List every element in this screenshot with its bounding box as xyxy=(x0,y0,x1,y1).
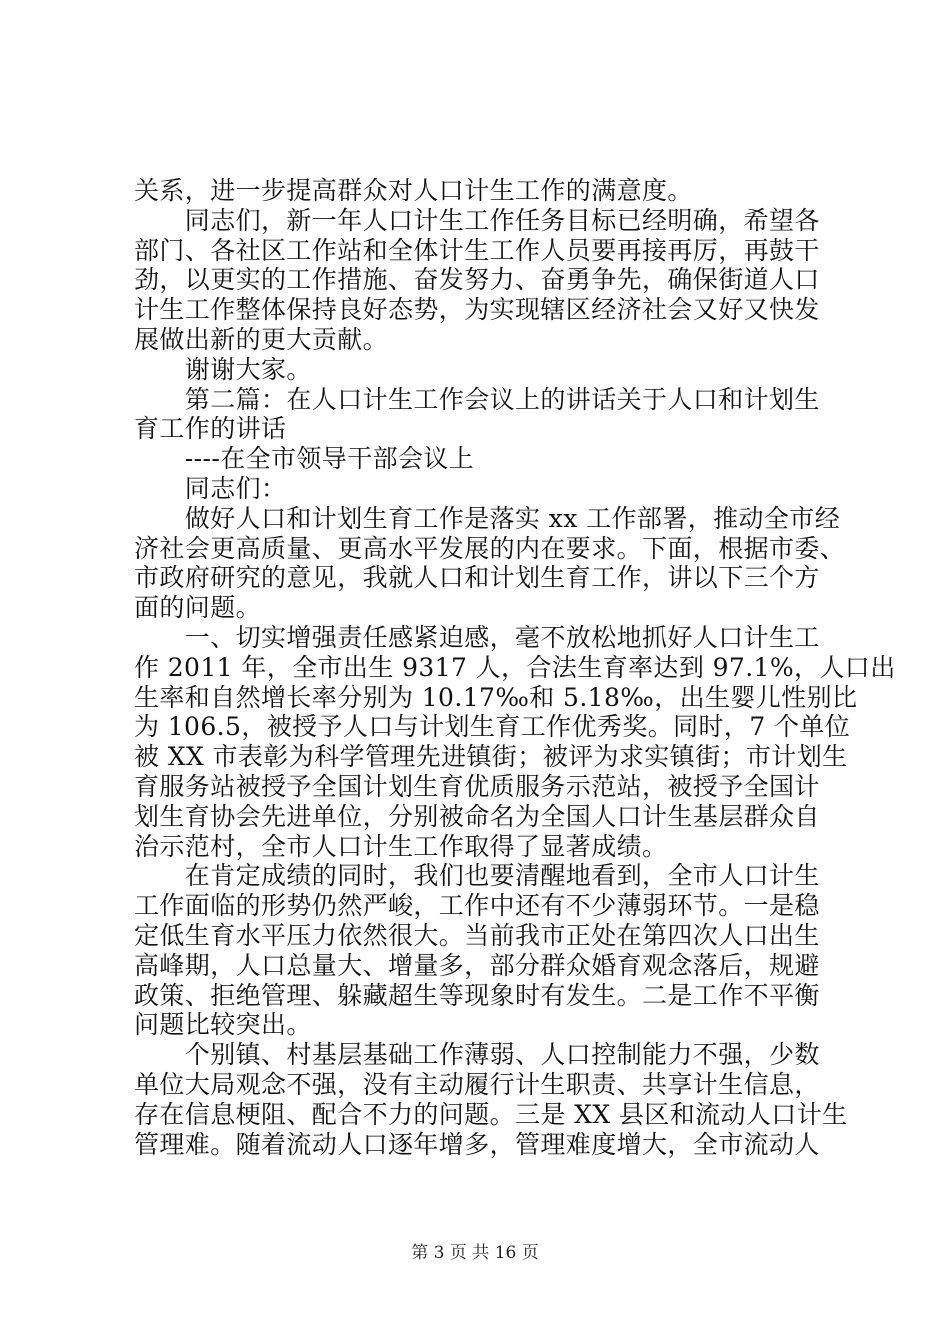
text-line: 问题比较突出。 xyxy=(134,1010,312,1039)
text-line: 济社会更高质量、更高水平发展的内在要求。下面，根据市委、 xyxy=(134,534,846,563)
section-heading-line: 育工作的讲话 xyxy=(134,414,287,443)
text-line: 一、切实增强责任感紧迫感，毫不放松地抓好人口计生工 xyxy=(134,623,820,652)
text-line: 高峰期，人口总量大、增量多，部分群众婚育观念落后，规避 xyxy=(134,951,820,980)
text-line: 谢谢大家。 xyxy=(134,355,312,384)
text-line: 被 XX 市表彰为科学管理先进镇街；被评为求实镇街；市计划生 xyxy=(134,742,848,771)
text-line: 计生工作整体保持良好态势，为实现辖区经济社会又好又快发 xyxy=(134,295,820,324)
text-line: 展做出新的更大贡献。 xyxy=(134,325,389,354)
text-line: 关系，进一步提高群众对人口计生工作的满意度。 xyxy=(134,176,693,205)
text-line: 治示范村，全市人口计生工作取得了显著成绩。 xyxy=(134,832,668,861)
text-line: 为 106.5，被授予人口与计划生育工作优秀奖。同时，7 个单位 xyxy=(134,712,851,741)
text-line: 做好人口和计划生育工作是落实 xx 工作部署，推动全市经 xyxy=(134,504,841,533)
text-line: 面的问题。 xyxy=(134,593,262,622)
text-line: 作 2011 年，全市出生 9317 人，合法生育率达到 97.1%，人口出 xyxy=(134,653,896,682)
text-line: 存在信息梗阻、配合不力的问题。三是 XX 县区和流动人口计生 xyxy=(134,1100,848,1129)
text-line: 工作面临的形势仍然严峻，工作中还有不少薄弱环节。一是稳 xyxy=(134,891,820,920)
text-line: 管理难。随着流动人口逐年增多，管理难度增大，全市流动人 xyxy=(134,1130,820,1159)
text-line: 个别镇、村基层基础工作薄弱、人口控制能力不强，少数 xyxy=(134,1040,820,1069)
page-number-footer: 第 3 页 共 16 页 xyxy=(411,1243,539,1263)
text-line: 生率和自然增长率分别为 10.17‰和 5.18‰，出生婴儿性别比 xyxy=(134,683,858,712)
text-line: ----在全市领导干部会议上 xyxy=(134,444,475,473)
text-line: 在肯定成绩的同时，我们也要清醒地看到，全市人口计生 xyxy=(134,861,820,890)
text-line: 市政府研究的意见，我就人口和计划生育工作，讲以下三个方 xyxy=(134,563,820,592)
text-line: 劲，以更实的工作措施、奋发努力、奋勇争先，确保街道人口 xyxy=(134,265,820,294)
text-line: 划生育协会先进单位，分别被命名为全国人口计生基层群众自 xyxy=(134,802,820,831)
text-line: 部门、各社区工作站和全体计生工作人员要再接再厉，再鼓干 xyxy=(134,236,820,265)
text-line: 单位大局观念不强，没有主动履行计生职责、共享计生信息， xyxy=(134,1070,820,1099)
text-line: 定低生育水平压力依然很大。当前我市正处在第四次人口出生 xyxy=(134,921,820,950)
text-line: 政策、拒绝管理、躲藏超生等现象时有发生。二是工作不平衡 xyxy=(134,981,820,1010)
section-heading-line: 第二篇：在人口计生工作会议上的讲话关于人口和计划生 xyxy=(134,385,820,414)
text-line: 同志们： xyxy=(134,474,287,503)
text-line: 育服务站被授予全国计划生育优质服务示范站，被授予全国计 xyxy=(134,772,820,801)
text-line: 同志们，新一年人口计生工作任务目标已经明确，希望各 xyxy=(134,206,820,235)
